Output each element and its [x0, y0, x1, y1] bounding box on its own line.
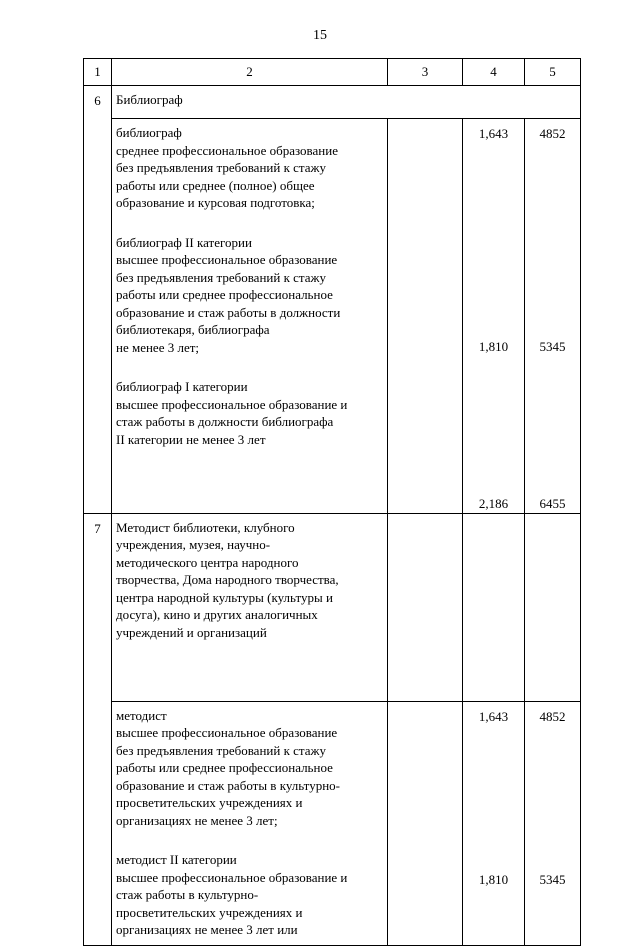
group7-title-line: учреждения, музея, научно-: [116, 537, 271, 552]
group6-number: 6: [84, 86, 112, 514]
header-cell-3: 3: [388, 59, 463, 86]
header-cell-1: 1: [84, 59, 112, 86]
requirement-line: библиотекаря, библиографа: [116, 322, 270, 337]
requirement-line: высшее профессиональное образование и: [116, 869, 348, 885]
requirement-line: образование и курсовая подготовка;: [116, 195, 315, 210]
group7-title-line: методического центра народного: [116, 554, 299, 570]
group6-title: Библиограф: [112, 86, 581, 119]
requirement-line: высшее профессиональное образование и: [116, 396, 348, 412]
group7-col3-cell: [388, 701, 463, 945]
coefficient-value: 1,810: [478, 872, 509, 887]
position-title: методист: [116, 707, 167, 723]
requirement-line: организациях не менее 3 лет или: [116, 922, 298, 937]
group7-title-col4: [463, 513, 525, 701]
requirement-line: без предъявления требований к стажу: [116, 160, 327, 175]
group6-entries-cell: [112, 119, 388, 514]
position-title: библиограф: [116, 125, 182, 140]
salary-value: 4852: [539, 708, 566, 724]
page-number: 15: [313, 28, 327, 43]
requirement-line: стаж работы в культурно-: [116, 887, 259, 902]
group6-col3-cell: [388, 119, 463, 514]
table-row-group6-entries: [84, 119, 581, 514]
salary-value: 4852: [539, 126, 566, 141]
requirement-line: высшее профессиональное образование: [116, 725, 338, 740]
requirement-line: высшее профессиональное образование: [116, 252, 338, 267]
coefficient-value: 1,643: [478, 126, 509, 141]
group7-title-col3: [388, 513, 463, 701]
group7-title-col5: [525, 513, 581, 701]
salary-value: 5345: [539, 338, 566, 354]
requirement-line: организациях не менее 3 лет;: [116, 812, 278, 828]
salary-table: [83, 58, 581, 946]
requirement-line: без предъявления требований к стажу: [116, 269, 327, 285]
table-row-group7-title: [84, 513, 581, 701]
position-title: библиограф II категории: [116, 234, 252, 250]
group7-entries-cell: [112, 701, 388, 945]
position-entry: [116, 378, 383, 448]
group7-title-line: учреждений и организаций: [116, 624, 267, 640]
requirement-line: без предъявления требований к стажу: [116, 742, 327, 758]
requirement-line: работы или среднее профессиональное: [116, 287, 333, 302]
group7-title-cell: [112, 513, 388, 701]
position-entry: [116, 124, 383, 212]
group7-coef-cell: [463, 701, 525, 945]
position-entry: [116, 234, 383, 357]
requirement-line: просветительских учреждениях и: [116, 904, 303, 920]
coefficient-value: 1,810: [478, 338, 509, 354]
requirement-line: работы или среднее (полное) общее: [116, 177, 315, 193]
group6-coef-cell: [463, 119, 525, 514]
group6-salary-cell: [525, 119, 581, 514]
header-cell-2: 2: [112, 59, 388, 86]
coefficient-value: 2,186: [478, 496, 509, 511]
salary-value: 5345: [539, 872, 566, 887]
requirement-line: образование и стаж работы в культурно-: [116, 777, 340, 793]
group7-title-line: Методист библиотеки, клубного: [116, 519, 295, 535]
requirement-line: стаж работы в должности библиографа: [116, 414, 334, 429]
requirement-line: образование и стаж работы в должности: [116, 304, 341, 320]
requirement-line: среднее профессиональное образование: [116, 142, 338, 158]
header-cell-4: 4: [463, 59, 525, 86]
position-title: библиограф I категории: [116, 379, 248, 394]
group7-title-line: досуга), кино и других аналогичных: [116, 607, 318, 622]
table-header-row: [84, 59, 581, 86]
requirement-line: не менее 3 лет;: [116, 339, 200, 355]
table-row-group7-entries: [84, 701, 581, 945]
position-entry: [116, 851, 383, 939]
group7-salary-cell: [525, 701, 581, 945]
position-title: методист II категории: [116, 852, 237, 867]
position-entry: [116, 707, 383, 830]
requirement-line: просветительских учреждениях и: [116, 795, 303, 810]
group7-title-line: творчества, Дома народного творчества,: [116, 572, 339, 587]
requirement-line: II категории не менее 3 лет: [116, 431, 266, 447]
table-row-group6-title: [84, 86, 581, 119]
requirement-line: работы или среднее профессиональное: [116, 760, 333, 775]
group7-title-line: центра народной культуры (культуры и: [116, 589, 333, 605]
group7-number: 7: [84, 513, 112, 945]
coefficient-value: 1,643: [478, 708, 509, 724]
salary-value: 6455: [539, 496, 566, 511]
header-cell-5: 5: [525, 59, 581, 86]
